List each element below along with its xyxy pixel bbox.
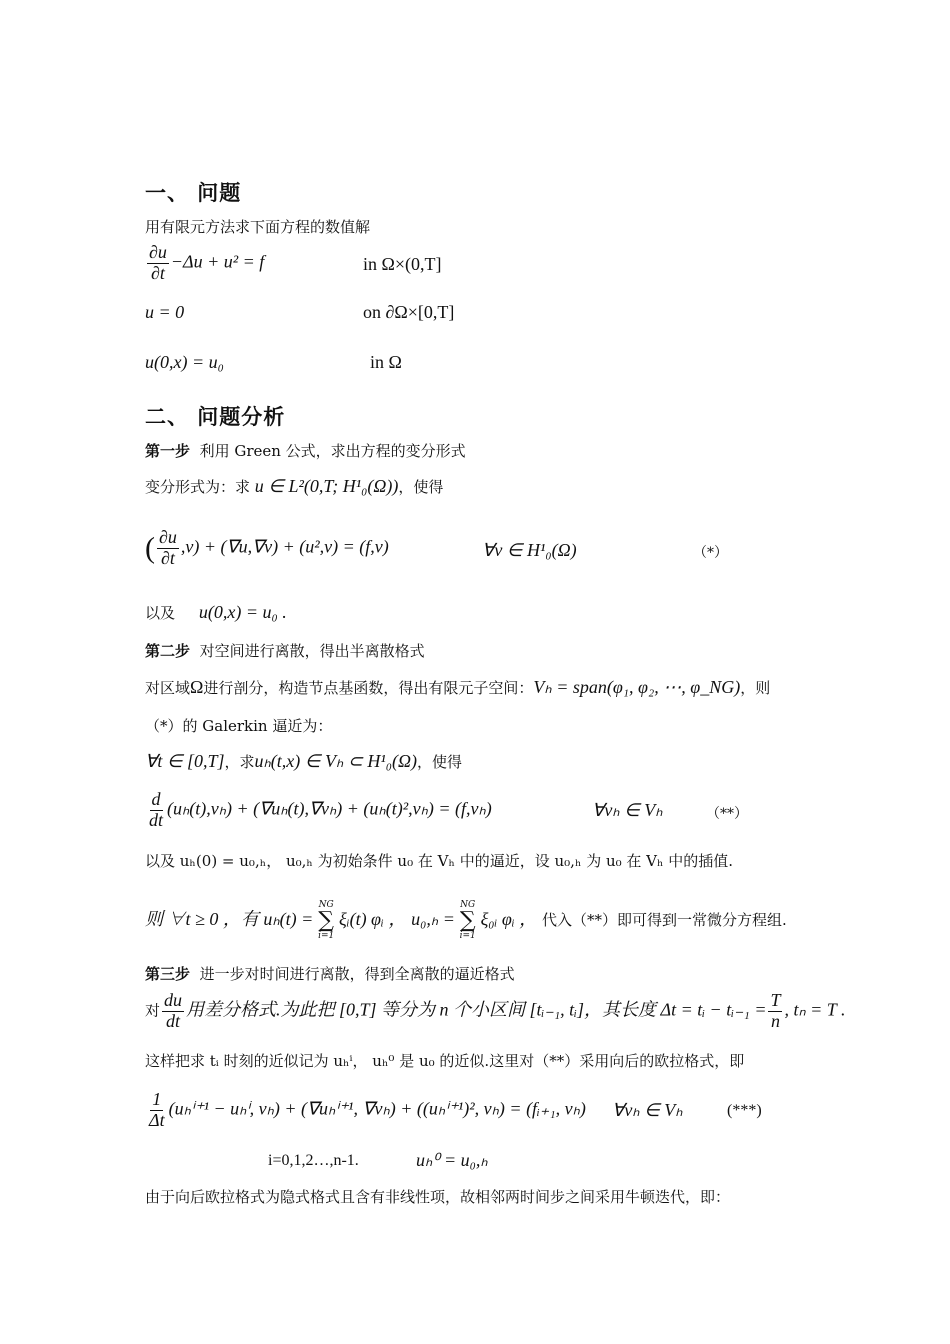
newton-iteration-line: 由于向后欧拉格式为隐式格式且含有非线性项，故相邻两时间步之间采用牛顿迭代，即：: [145, 1188, 731, 1206]
step3-label: 第三步: [145, 965, 191, 983]
fully-discrete-rest: (uₕⁱ⁺¹ − uₕⁱ, vₕ) + (∇uₕⁱ⁺¹, ∇vₕ) + ((uₕⁱ⁺¹)², vₕ) = (fᵢ₊₁, vₕ): [168, 1098, 586, 1119]
semi-discrete-equation: [145, 790, 492, 831]
one-over-dt-frac: $\frac{1}{\Delta t}$: [149, 1089, 165, 1130]
section-title-problem: 一、 问题: [145, 181, 242, 205]
space-line-c: ，则: [740, 679, 771, 697]
expand-prefix: 则 ∀t ≥ 0 ，有 uₕ(t) =: [145, 909, 314, 929]
variational-space: u ∈ L²(0,T; H¹₀(Ω)): [254, 476, 399, 496]
semi-discrete-rest: (uₕ(t),vₕ) + (∇uₕ(t),∇vₕ) + (uₕ(t)²,vₕ) = (f,vₕ): [167, 798, 492, 819]
time-line-suffix: , tₙ = T .: [784, 999, 846, 1020]
step1-label: 第一步: [145, 442, 191, 460]
galerkin-unknown: uₕ(t,x) ∈ Vₕ ⊂ H¹₀(Ω): [254, 751, 417, 771]
semi-discrete-initial: 以及 uₕ(0) = u₀,ₕ， u₀,ₕ 为初始条件 u₀ 在 Vₕ 中的逼近，设 u₀,ₕ 为 u₀ 在 Vₕ 中的插值.: [145, 852, 734, 870]
weak-form-equation: ( $\frac{\partial u}{\partial t}$ ,v) + (∇u,∇v) + (u²,v) = (f,v): [145, 527, 389, 568]
weak-initial-line: [145, 602, 287, 623]
expand-suffix: 代入（**）即可得到一常微分方程组.: [541, 911, 787, 929]
pde-domain: in Ω×(0,T]: [363, 254, 442, 274]
semi-discrete-forall: ∀vₕ ∈ Vₕ: [592, 800, 663, 820]
section-title-analysis: 二、 问题分析: [145, 405, 286, 429]
pde-lhs: −Δu + u² = f: [170, 251, 265, 272]
discrete-initial: uₕ⁰ = u₀,ₕ: [416, 1150, 488, 1170]
boundary-domain: on ∂Ω×[0,T]: [363, 302, 455, 322]
step2-text: 对空间进行离散，得出半离散格式: [199, 642, 425, 660]
equation-tag-2: （**）: [706, 806, 748, 822]
variational-prefix: 变分形式为：求: [145, 478, 251, 496]
fully-discrete-forall: ∀vₕ ∈ Vₕ: [612, 1100, 683, 1120]
step2-label: 第二步: [145, 642, 191, 660]
galerkin-problem-line: [145, 751, 462, 772]
t-over-n-frac: $\frac{T}{n}$: [770, 990, 781, 1031]
space-line-b: 进行剖分，构造节点基函数，得出有限元子空间：: [203, 679, 534, 697]
variational-suffix: ，使得: [398, 478, 444, 496]
time-range: ∀t ∈ [0,T]: [145, 751, 225, 771]
index-range: i=0,1,2…,n-1.: [268, 1152, 359, 1169]
summation-1: NG ∑ i=1: [318, 900, 335, 941]
fully-discrete-equation: [145, 1090, 586, 1131]
equation-tag-1: （*）: [693, 545, 728, 561]
weak-form-rest: ,v) + (∇u,∇v) + (u²,v) = (f,v): [180, 536, 389, 557]
step3-heading: [145, 964, 515, 984]
time-discretization-line: [145, 991, 846, 1032]
problem-intro: 用有限元方法求下面方程的数值解: [145, 218, 371, 236]
space-def: Vₕ = span(φ₁, φ₂, ⋯, φ_NG): [533, 677, 741, 697]
initial-domain: in Ω: [370, 352, 402, 372]
expand-sum2: ξ₀ᵢ φᵢ ，: [480, 909, 538, 929]
space-line-a: 对区域: [145, 679, 191, 697]
basis-expansion-line: [145, 901, 787, 941]
omega-symbol: Ω: [190, 677, 204, 697]
du-dt-frac-3: $\frac{du}{dt}$: [164, 990, 183, 1031]
du-dt-fraction-weak: $\frac{\partial u}{\partial t}$: [159, 527, 177, 568]
pde-equation: [145, 243, 264, 284]
time-line-prefix: 对: [145, 1001, 161, 1020]
step1-heading: [145, 441, 466, 461]
time-line-mid: 用差分格式.为此把 [0,T] 等分为 n 个小区间 [tᵢ₋₁, tᵢ]，其长度 Δt = tᵢ − tᵢ₋₁ =: [186, 999, 767, 1020]
weak-initial-eq: u(0,x) = u₀ .: [198, 602, 287, 622]
galerkin-suffix: ，使得: [416, 753, 462, 771]
summation-2: NG ∑ i=1: [459, 900, 476, 941]
step3-text: 进一步对时间进行离散，得到全离散的逼近格式: [199, 965, 515, 983]
galerkin-seek: ，求: [224, 753, 255, 771]
boundary-condition: u = 0: [145, 302, 185, 322]
initial-condition: u(0,x) = u₀: [145, 352, 224, 372]
backward-euler-intro: 这样把求 tᵢ 时刻的近似记为 uₕⁱ， uₕ⁰ 是 u₀ 的近似.这里对（**）采用向后的欧拉格式，即: [145, 1052, 745, 1070]
du-dt-fraction: $\frac{\partial u}{\partial t}$: [149, 242, 167, 283]
d-dt-fraction: $\frac{d}{dt}$: [149, 789, 164, 830]
step1-variational-line: [145, 476, 443, 497]
expand-sum1: ξᵢ(t) φᵢ ，: [339, 909, 407, 929]
expand-mid: u₀,ₕ =: [411, 909, 455, 929]
step2-space-line: [145, 677, 770, 698]
weak-initial-prefix: 以及: [145, 604, 176, 622]
galerkin-line: （*）的 Galerkin 逼近为：: [145, 717, 333, 735]
equation-tag-3: (***): [727, 1102, 762, 1119]
step2-heading: [145, 641, 425, 661]
weak-form-forall: ∀v ∈ H¹₀(Ω): [482, 540, 577, 560]
step1-text: 利用 Green 公式，求出方程的变分形式: [199, 442, 466, 460]
